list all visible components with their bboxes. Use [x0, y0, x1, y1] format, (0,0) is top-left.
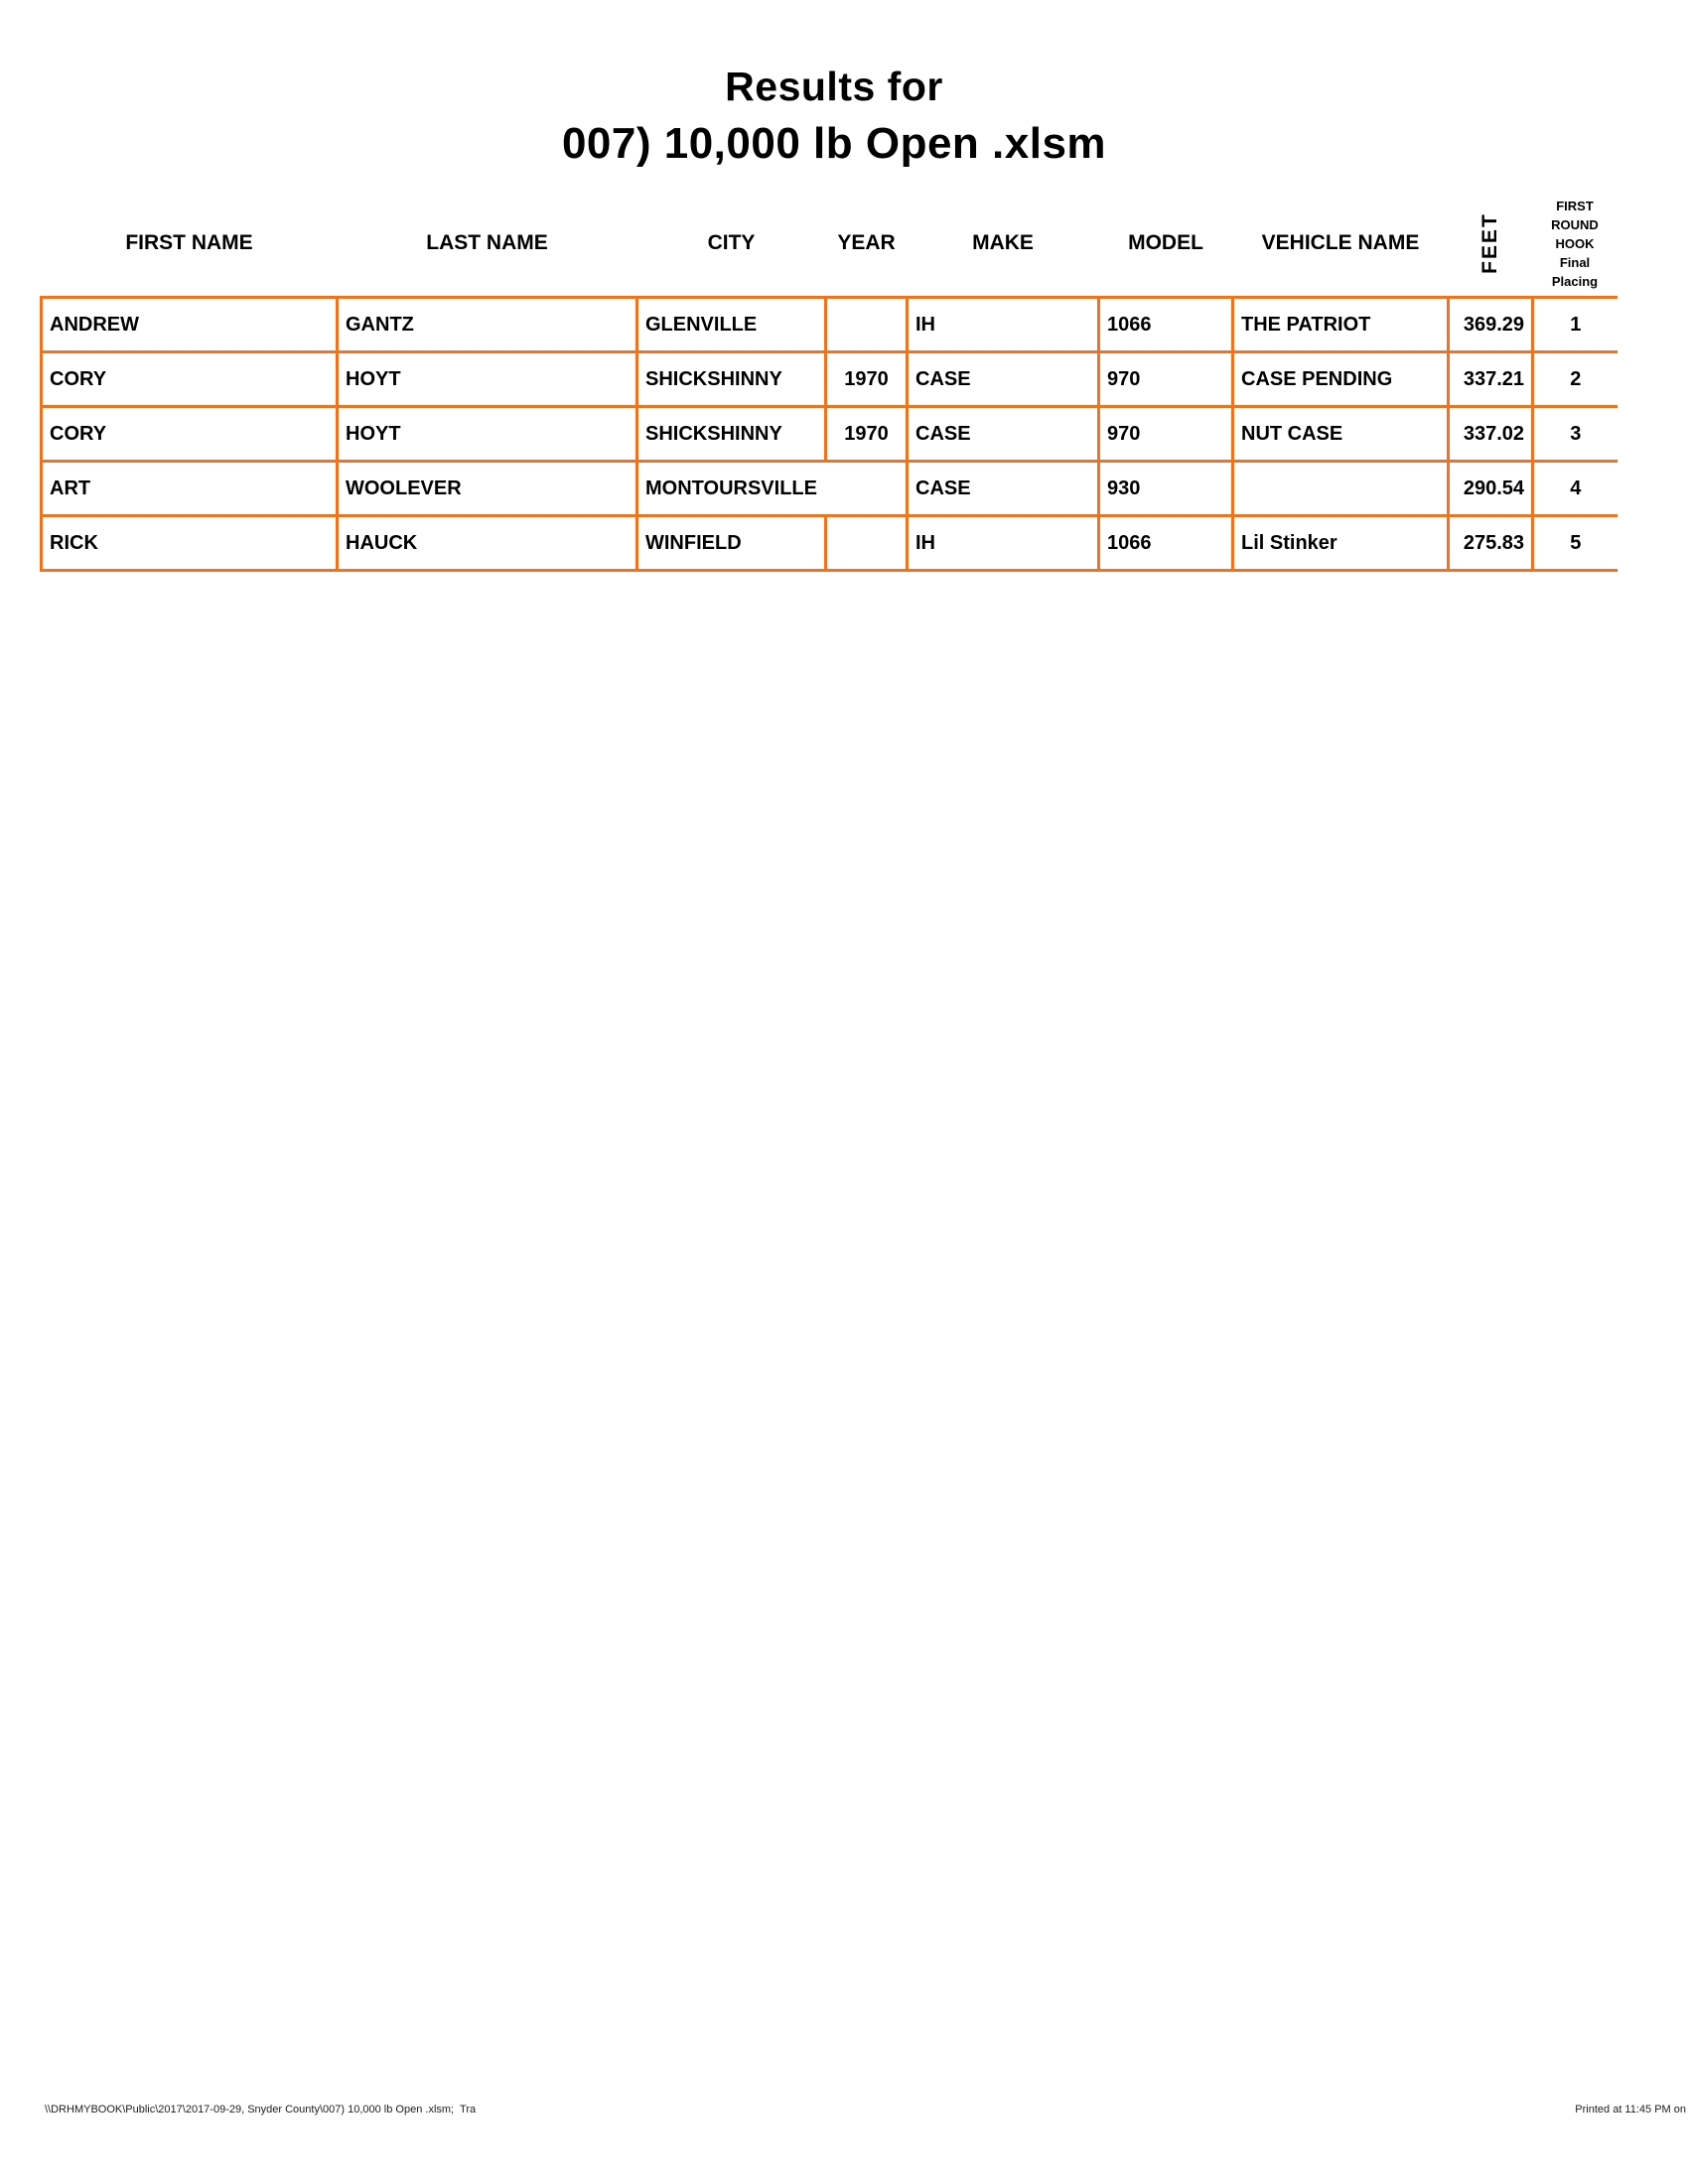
table-cell: [826, 298, 908, 352]
report-title: [40, 60, 1628, 175]
table-cell: Lil Stinker: [1233, 516, 1449, 571]
page-title-line2: 007) 10,000 lb Open .xlsm: [561, 119, 1107, 168]
column-header-first-name: FIRST NAME: [125, 231, 253, 254]
table-cell: [826, 516, 908, 571]
table-cell: CORY: [42, 352, 338, 407]
column-header-city: CITY: [707, 231, 756, 254]
column-header-last-name: LAST NAME: [426, 231, 548, 254]
table-cell: 1: [1533, 298, 1618, 352]
column-header-year: YEAR: [837, 231, 896, 254]
table-cell: HOYT: [338, 352, 637, 407]
table-cell: 369.29: [1449, 298, 1533, 352]
table-cell: WINFIELD: [637, 516, 826, 571]
table-cell: IH: [908, 516, 1099, 571]
table-cell: GANTZ: [338, 298, 637, 352]
table-cell: 1066: [1099, 298, 1233, 352]
page-title-line1: Results for: [725, 64, 943, 109]
footer-printed-at: Printed at 11:45 PM on: [1575, 2104, 1686, 2116]
feet-rotated-label-box: [1449, 191, 1533, 296]
table-cell: NUT CASE: [1233, 407, 1449, 462]
column-header-model: MODEL: [1128, 231, 1203, 254]
placing-header-line-placing: Placing: [1551, 273, 1599, 289]
table-cell: 290.54: [1449, 462, 1533, 516]
table-cell: 970: [1099, 407, 1233, 462]
table-cell: SHICKSHINNY: [637, 352, 826, 407]
table-cell: 1066: [1099, 516, 1233, 571]
placing-header-lines: [1533, 191, 1618, 296]
column-header-feet: [1449, 191, 1533, 298]
table-cell: [1233, 462, 1449, 516]
table-cell: ART: [42, 462, 338, 516]
table-cell: CASE: [908, 352, 1099, 407]
table-row: [42, 516, 1618, 571]
table-cell: GLENVILLE: [637, 298, 826, 352]
table-cell: 275.83: [1449, 516, 1533, 571]
column-header-vehicle-name: VEHICLE NAME: [1261, 231, 1420, 254]
placing-header-line-hook: HOOK: [1555, 235, 1595, 251]
table-cell: CASE PENDING: [1233, 352, 1449, 407]
footer-file-path: \\DRHMYBOOK\Public\2017\2017-09-29, Snyder County\007) 10,000 lb Open .xlsm; Tra: [45, 2104, 477, 2116]
table-cell: ANDREW: [42, 298, 338, 352]
results-tbody: [42, 298, 1618, 571]
table-cell: 2: [1533, 352, 1618, 407]
placing-header-line-round: ROUND: [1551, 216, 1599, 232]
table-cell: 1970: [826, 352, 908, 407]
table-cell: IH: [908, 298, 1099, 352]
header-row: [42, 191, 1618, 298]
table-cell: CASE: [908, 407, 1099, 462]
table-row: [42, 407, 1618, 462]
table-row: [42, 462, 1618, 516]
column-header-make: MAKE: [972, 231, 1034, 254]
table-cell: 3: [1533, 407, 1618, 462]
table-cell: 4: [1533, 462, 1618, 516]
table-cell: 970: [1099, 352, 1233, 407]
table-cell: 1970: [826, 407, 908, 462]
placing-header-line-first: FIRST: [1556, 198, 1594, 213]
table-cell: WOOLEVER: [338, 462, 637, 516]
table-cell: HOYT: [338, 407, 637, 462]
table-cell: 5: [1533, 516, 1618, 571]
table-cell: 930: [1099, 462, 1233, 516]
table-cell: CASE: [908, 462, 1099, 516]
feet-rotated-label: FEET: [1477, 212, 1501, 274]
table-cell: MONTOURSVILLE: [637, 462, 908, 516]
table-cell: THE PATRIOT: [1233, 298, 1449, 352]
table-cell: RICK: [42, 516, 338, 571]
table-cell: 337.21: [1449, 352, 1533, 407]
table-cell: 337.02: [1449, 407, 1533, 462]
table-cell: HAUCK: [338, 516, 637, 571]
table-row: [42, 352, 1618, 407]
table-row: [42, 298, 1618, 352]
column-header-placing: [1533, 191, 1618, 298]
table-cell: SHICKSHINNY: [637, 407, 826, 462]
placing-header-line-final: Final: [1559, 254, 1591, 270]
table-cell: CORY: [42, 407, 338, 462]
results-table: [40, 191, 1618, 572]
